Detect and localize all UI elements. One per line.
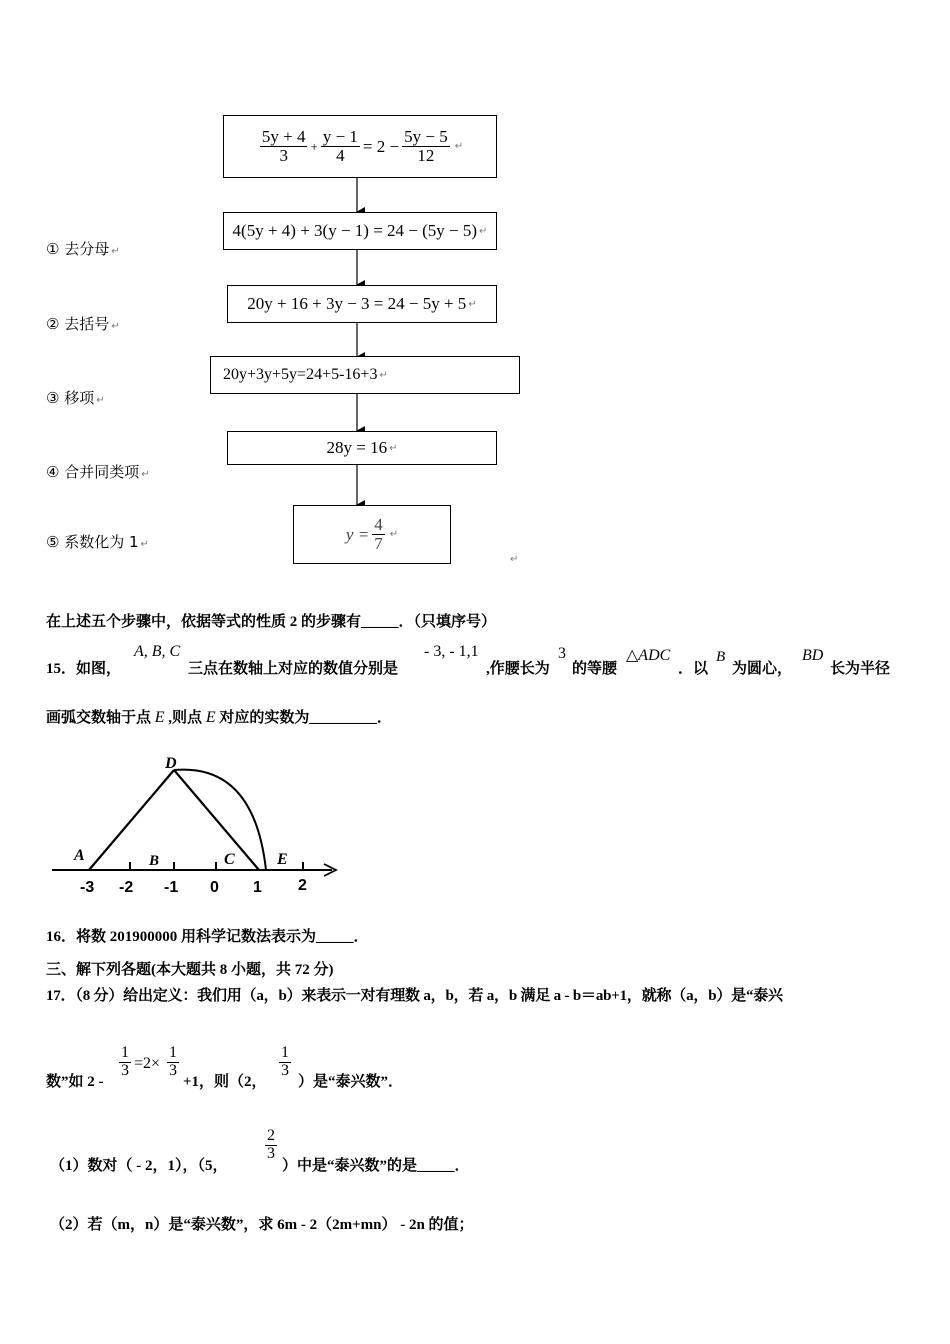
number-line-figure [44, 748, 344, 898]
fraction-1: $\frac{5y + 4}{3}$ [261, 127, 306, 165]
q17-part2: （2）若（m，n）是“泰兴数”，求 6m - 2（2m+mn） - 2n 的值； [50, 1217, 474, 1233]
return-mark: ↵ [454, 141, 464, 152]
q17-frac-1: $\frac{1}{3}$ [121, 1044, 129, 1079]
step-1-label: ① 去分母 ↵ [46, 240, 120, 258]
label-E: E [277, 851, 288, 868]
label-C: C [224, 851, 235, 868]
equation-box-solution: y = $\frac{4}{7}$ ↵ [293, 505, 451, 564]
equation-box-original: $\frac{5y + 4}{3}$ + $\frac{y - 1}{4}$ = 2 − $\frac{5y - 5}{12}$ ↵ [223, 115, 497, 178]
q17-frac-3: $\frac{1}{3}$ [281, 1044, 289, 1079]
q17-part1-frac: $\frac{2}{3}$ [267, 1127, 275, 1162]
label-D: D [165, 755, 177, 772]
tick-label-neg1: -1 [164, 879, 179, 896]
stray-return-mark: ↵ [510, 554, 519, 565]
q17-line1: 17．（8 分）给出定义：我们用（a，b）来表示一对有理数 a，b，若 a，b 满足 a - b＝ab+1，就称（a，b）是“泰兴 [46, 988, 783, 1004]
label-A: A [74, 847, 85, 864]
step-5-label: ⑤ 系数化为 1 ↵ [46, 533, 149, 551]
q16-question: 16．将数 201900000 用科学记数法表示为_____． [46, 929, 369, 945]
fraction-3: $\frac{5y - 5}{12}$ [404, 127, 448, 165]
segment-DC [174, 770, 259, 870]
q15-line2: 画弧交数轴于点 E ,则点 E 对应的实数为_________． [46, 709, 392, 726]
q14-question: 在上述五个步骤中，依据等式的性质 2 的步骤有_____．（只填序号） [46, 614, 497, 630]
fraction-solution: $\frac{4}{7}$ [374, 515, 383, 553]
segment-AD [89, 770, 174, 870]
q17-frac-2: $\frac{1}{3}$ [169, 1044, 177, 1079]
fraction-2: $\frac{y - 1}{4}$ [322, 127, 358, 165]
step-2-label: ② 去括号 ↵ [46, 315, 120, 333]
tick-label-1: 1 [253, 879, 262, 896]
tick-label-2: 2 [298, 877, 307, 894]
step-4-label: ④ 合并同类项 ↵ [46, 463, 150, 481]
tick-label-0: 0 [210, 879, 219, 896]
equation-box-brackets-removed: 20y + 16 + 3y − 3 = 24 − 5y + 5 ↵ [227, 285, 497, 323]
tick-label-neg3: -3 [80, 879, 95, 896]
section-3-header: 三、解下列各题(本大题共 8 小题，共 72 分) [46, 962, 334, 978]
equation-box-terms-moved: 20y+3y+5y=24+5-16+3 ↵ [210, 356, 520, 394]
tick-label-neg2: -2 [119, 879, 134, 896]
equation-box-denominator-removed: 4(5y + 4) + 3(y − 1) = 24 − (5y − 5) ↵ [223, 212, 497, 250]
label-B: B [149, 853, 160, 869]
equation-box-combined: 28y = 16 ↵ [227, 431, 497, 465]
step-3-label: ③ 移项 ↵ [46, 389, 105, 407]
